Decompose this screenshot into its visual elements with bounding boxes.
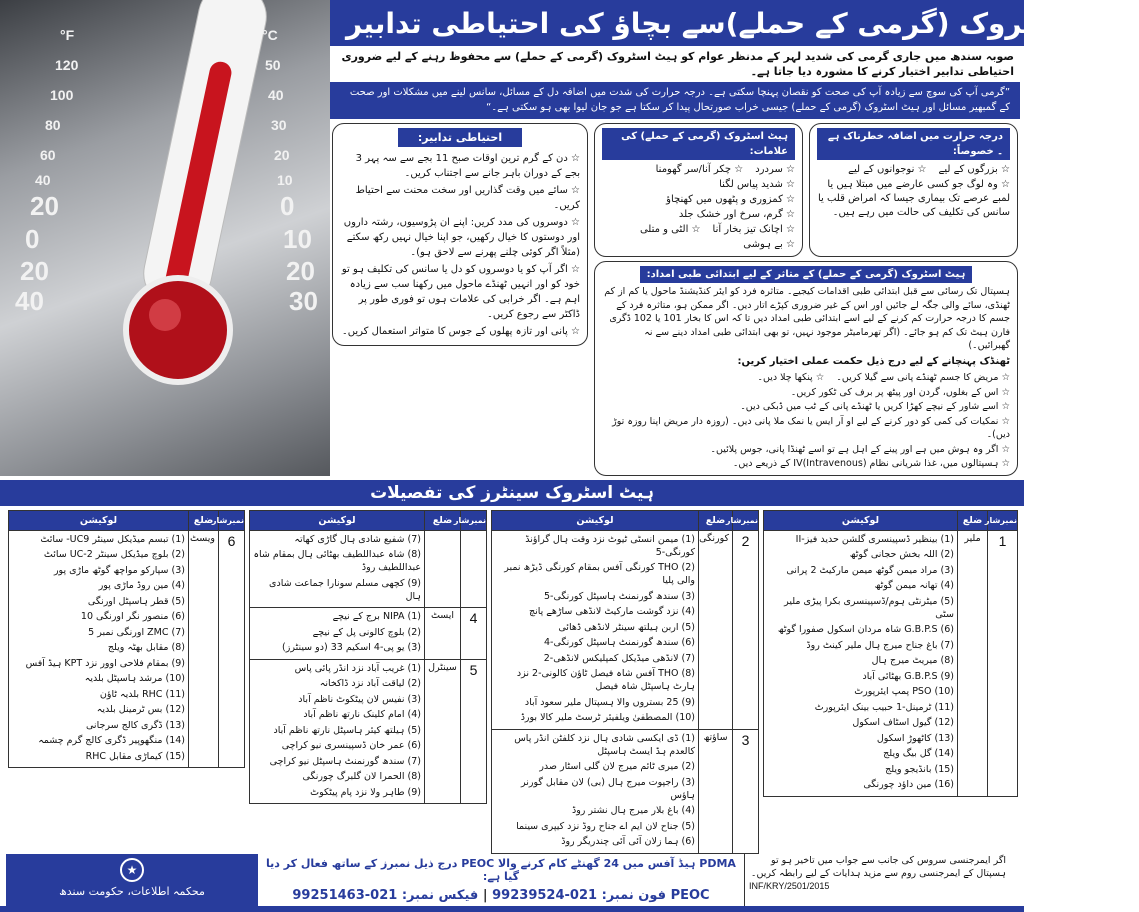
cooling-item: ☆ پنکھا چلا دیں۔ (757, 372, 825, 383)
fax-label: فیکس نمبر: (401, 887, 479, 903)
header-location: لوکیشن (9, 510, 189, 530)
risk-item: ☆ وہ لوگ جو کسی عارضے میں مبتلا ہیں یا لمبے عرصے تک بیماری جیسا کہ امراض قلب یا سانس کی تکلیف کی حالت میں رہے ہیں۔ (817, 179, 1010, 218)
location-item: (7) لانڈھی میڈیکل کمپلیکس لانڈھی-2 (543, 652, 695, 664)
symptom-item: ☆ شدید پیاس لگنا (719, 179, 795, 190)
serial-cell: 6 (219, 530, 245, 768)
phone-label: PEOC فون نمبر: (601, 887, 710, 903)
location-cell (250, 659, 425, 804)
location-item: (11) ٹرمینل-1 حبیب بینک ایئرپورٹ (814, 701, 954, 713)
centers-table (763, 510, 1018, 797)
celsius-tick: 0 (280, 191, 295, 221)
location-item: (13) کاٹھوڑ اسکول (876, 732, 954, 744)
logo-caption: محکمہ اطلاعات، حکومت سندھ (59, 884, 205, 898)
location-item: (8) شاہ عبداللطیف بھٹائی ہال بمقام شاہ عبداللطیف روڈ (253, 549, 421, 573)
location-item: (3) مراد میمن گوٹھ میمن مارکیٹ 2 پرانی (786, 564, 954, 576)
location-item: (2) لیاقت آباد نزد ڈاکخانہ (319, 678, 421, 689)
district-cell: ملیر (958, 530, 988, 796)
emblem-icon: ★ (120, 858, 144, 882)
location-cell (9, 530, 189, 768)
cooling-item: ☆ اگر وہ ہوش میں ہے اور پینے کے اہل ہے تو اسے ٹھنڈا پانی، جوس پلائیں۔ (710, 443, 1010, 455)
location-item: (2) میری ٹائم میرج لان گلی اسٹار صدر (539, 761, 695, 772)
location-item: (4) مین روڈ ماڑی پور (98, 580, 185, 591)
quote-banner: ”گرمی آپ کی سوچ سے زیادہ آپ کی صحت کو نقصان پہنچا سکتی ہے۔ درجہ حرارت کی شدت میں اضافہ دل کے مسائل، سانس لینے میں مشکلات اور صحت کے گمبھیر مسائل اور ہیٹ اسٹروک (گرمی کے حملے) جیسی خراب صورتحال پیدا کر سکتا ہے جو جان لیوا بھی ہو سکتی ہے۔“ (330, 82, 1020, 119)
symptom-item: ☆ چکر آنا/سر گھومنا (655, 164, 744, 175)
centers-table (491, 510, 759, 854)
header-district: ضلع (699, 510, 733, 530)
location-item: (6) منصور نگر اورنگی 10 (80, 611, 185, 622)
location-item: (1) تبسم میڈیکل سینٹر UC9- سائٹ (40, 533, 185, 545)
header-district: ضلع (425, 510, 461, 530)
district-cell: کورنگی (699, 530, 733, 729)
symptom-item: ☆ سردرد (755, 164, 795, 175)
location-item: (1) ڈی ایکسی شادی ہال نزد کلفٹن انڈر پاس کالعدم ہڈ ایسٹ ہاسپٹل (514, 732, 695, 757)
location-cell (764, 530, 958, 796)
centers-table (8, 510, 245, 769)
location-item: (4) باغ بلار میرج ہال نشتر روڈ (571, 805, 695, 816)
precaution-item: ☆ دن کے گرم ترین اوقات صبح 11 بجے سے سہ پہر 3 بجے کے دوران باہر جانے سے اجتناب کریں۔ (355, 153, 580, 179)
location-cell (492, 729, 699, 853)
footer (0, 854, 1024, 906)
celsius-tick: 10 (277, 172, 293, 188)
location-item: (9) G.B.P.S بھٹائی آباد (862, 670, 954, 682)
symptom-item: ☆ کمزوری و پٹھوں میں کھنچاؤ (666, 194, 795, 205)
cooling-item: ☆ اس کے بغلوں، گردن اور پیٹھ پر برف کی ٹکور کریں۔ (790, 386, 1010, 398)
serial-cell: 1 (988, 530, 1018, 796)
cooling-item: ☆ مریض کا جسم ٹھنڈے پانی سے گیلا کریں۔ (836, 372, 1010, 383)
location-item: (4) تھانہ میمن گوٹھ (874, 580, 954, 591)
fahrenheit-tick: °F (60, 27, 75, 43)
precaution-item: ☆ اگر آپ کو یا دوسروں کو دل یا سانس کی تکلیف ہو تو خود کو اور انہیں ٹھنڈے ماحول میں رکھنا سب سے زیادہ اہم ہے۔ اگر خرابی کی علامات ہوں تو فوری طور پر ڈاکٹر سے رجوع کریں۔ (341, 264, 580, 320)
location-item: (5) ہیلتھ کیئر ہاسپٹل نارتھ ناظم آباد (273, 724, 421, 736)
ad-code: INF/KRY/2501/2015 (749, 880, 830, 891)
risk-item: ☆ بزرگوں کے لیے (938, 164, 1010, 175)
phone-number: 021-99239524 (492, 887, 598, 903)
celsius-tick: 50 (265, 57, 281, 73)
peoc-line: PDMA ہیڈ آفس میں 24 گھنٹے کام کرنے والا PEOC درج ذیل نمبرز کے ساتھ فعال کر دیا گیا ہے: (266, 856, 736, 883)
fahrenheit-tick: 100 (50, 87, 74, 103)
location-item: (2) THO کورنگی آفس بمقام کورنگی ڈیڑھ نمبر والی پلیا (504, 562, 695, 586)
peoc-contact: PDMA ہیڈ آفس میں 24 گھنٹے کام کرنے والا PEOC درج ذیل نمبرز کے ساتھ فعال کر دیا گیا ہے: PEOC فون نمبر: 021-99239524 | فیکس نمبر: 021-99251463 (266, 856, 736, 903)
header-serial: نمبرشار (733, 510, 759, 530)
serial-cell: 3 (733, 729, 759, 853)
celsius-tick: 20 (274, 147, 290, 163)
location-item: (11) RHC بلدیہ ٹاؤن (99, 688, 185, 700)
location-item: (10) المصطفیٰ ویلفیئر ٹرسٹ ملیر کالا بورڈ (520, 712, 695, 723)
location-item: (5) قطر ہاسپٹل اورنگی (87, 595, 185, 607)
location-item: (2) بلوچ کالونی پل کے نیچے (312, 626, 421, 638)
location-cell (250, 608, 425, 660)
serial-cell: 4 (461, 608, 487, 660)
location-item: (6) ہما زلان آئی آئی چندریگر روڈ (561, 836, 695, 847)
location-item: (2) بلوچ میڈیکل سینٹر UC-2 سائٹ (43, 549, 185, 560)
location-item: (14) گل بیگ ویلج (883, 748, 954, 759)
location-item: (3) سپارکو مواچھ گوٹھ ماڑی پور (53, 564, 185, 576)
fahrenheit-tick: 120 (55, 57, 79, 73)
table-row (250, 608, 487, 660)
location-item: (16) مین داؤد چورنگی (863, 779, 954, 790)
location-item: (3) یو پی-4 اسکیم 33 (دو سینٹرز) (282, 642, 421, 653)
table-header-row (9, 510, 245, 530)
location-item: (6) G.B.P.S شاہ مردان اسکول صفورا گوٹھ (777, 624, 954, 635)
celsius-tick: 30 (271, 117, 287, 133)
centers-table (249, 510, 487, 805)
serial-cell (461, 530, 487, 608)
location-item: (10) PSO پمپ ایئرپورٹ (854, 686, 954, 697)
location-item: (9) طاہر ولا نزد پام پیٹکوٹ (310, 786, 421, 798)
header-location: لوکیشن (764, 510, 958, 530)
symptom-item: ☆ الٹی و متلی (639, 224, 701, 235)
location-item: (9) بمقام فلاحی اوور نزد KPT ہیڈ آفس (25, 657, 185, 669)
centers-heading: ہیٹ اسٹروک سینٹرز کی تفصیلات (0, 480, 1024, 506)
location-item: (15) بانڈیجو ویلج (885, 763, 954, 775)
table-row (250, 530, 487, 608)
table-header-row (764, 510, 1018, 530)
fahrenheit-tick: 20 (20, 256, 49, 286)
location-item: (1) میمن انسٹی ٹیوٹ نزد وقت ہال گراؤنڈ کورنگی-5 (525, 533, 695, 558)
location-item: (1) غریب آباد نزد انڈر پائی پاس (294, 662, 421, 674)
location-item: (5) جناح لان ایم اے جناح روڈ نزد کیپری سینما (516, 820, 695, 832)
location-item: (5) اربن ہیلتھ سینٹر لانڈھی ڈھائی (558, 621, 695, 633)
location-item: (12) گیول اسٹاف اسکول (852, 717, 954, 728)
header-serial: نمبرشار (461, 510, 487, 530)
cooling-item: ☆ نمکیات کی کمی کو دور کرنے کے لیے او آر ایس یا نمک ملا پانی دیں۔ (روزہ دار مریض اپنا روزہ توڑ دیں)۔ (612, 415, 1010, 440)
cooling-item: ☆ ہسپتالوں میں، غذا شریانی نظام IV(Intravenous) کے ذریعے دیں۔ (732, 458, 1010, 469)
location-item: (15) کیماڑی مقابل RHC (85, 750, 185, 762)
district-cell (425, 530, 461, 608)
location-item: (7) سندھ گورنمنٹ ہاسپٹل نیو کراچی (269, 755, 421, 767)
precautions-heading: احتیاطی تدابیر: (398, 128, 522, 147)
table-row (9, 530, 245, 768)
fahrenheit-tick: 40 (15, 286, 44, 316)
centers-tables (0, 506, 1024, 854)
table-row (492, 729, 759, 853)
location-item: (3) راجپوت میرج ہال (بی) لان مقابل گورنر ہاؤس (520, 776, 695, 801)
header-location: لوکیشن (492, 510, 699, 530)
symptoms-heading: ہیٹ اسٹروک (گرمی کے حملے) کی علامات: (602, 128, 795, 160)
precautions-box (332, 123, 588, 346)
table-header-row (250, 510, 487, 530)
thermometer-icon (0, 0, 330, 402)
intro-text: صوبہ سندھ میں جاری گرمی کی شدید لہر کے مدنظر عوام کو ہیٹ اسٹروک (گرمی کے حملے) سے محفوظ رہنے کے لیے ضروری احتیاطی تدابیر اختیار کرنے کا مشورہ دیا جاتا ہے۔ (341, 50, 1014, 78)
fahrenheit-tick: 80 (45, 117, 61, 133)
page-title: ہیٹ اسٹروک (گرمی کے حملے)سے بچاؤ کی احتیاطی تدابیر (330, 0, 1024, 46)
risk-groups-box (809, 123, 1018, 257)
fax-number: 021-99251463 (292, 887, 398, 903)
celsius-tick: 10 (283, 224, 312, 254)
district-cell: ایسٹ (425, 608, 461, 660)
location-item: (4) امام کلینک نارتھ ناظم آباد (303, 709, 421, 720)
location-item: (10) مرشد ہاسپٹل بلدیہ (84, 673, 185, 684)
location-item: (7) شفیع شادی ہال گاڑی کھاتہ (294, 533, 421, 545)
thermometer-illustration (0, 0, 330, 476)
location-item: (7) باغ جناح میرج ہال ملیر کینٹ روڈ (806, 639, 954, 651)
location-item: (7) ZMC اورنگی نمبر 5 (88, 626, 185, 638)
fahrenheit-tick: 0 (25, 224, 40, 254)
location-item: (13) ڈگری کالج سرجانی (86, 719, 185, 731)
serial-cell: 5 (461, 659, 487, 804)
location-item: (9) 25 بستروں والا ہسپتال ملیر سعود آباد (524, 696, 695, 708)
location-item: (2) اللہ بخش حجانی گوٹھ (849, 549, 954, 560)
precaution-item: ☆ دوسروں کی مدد کریں: اپنے ان پڑوسیوں، رشتہ داروں اور دوستوں کا خیال رکھیں، جو اپنا خیال نہیں رکھ سکتے (مثلاً اگر کوئی چلنے پھرنے سے لاحق ہو)۔ (343, 217, 580, 258)
location-item: (3) سندھ گورنمنٹ ہاسپٹل کورنگی-5 (544, 590, 695, 602)
header-district: ضلع (189, 510, 219, 530)
location-item: (14) منگھوپیر ڈگری کالج گرم چشمہ (38, 735, 185, 746)
location-item: (5) میٹرنٹی ہوم/ڈسپینسری بکرا پیڑی ملیر سٹی (784, 595, 954, 620)
emergency-note: اگر ایمرجنسی سروس کی جانب سے جواب میں تاخیر ہو تو ہسپتال کے ایمرجنسی روم سے مزید ہدایات کے لیے رابطہ کریں۔ (750, 854, 1006, 879)
location-item: (12) بس ٹرمینل بلدیہ (96, 704, 185, 715)
precaution-item: ☆ پانی اور تازہ پھلوں کے جوس کا متواتر استعمال کریں۔ (341, 326, 580, 337)
first-aid-heading: ہیٹ اسٹروک (گرمی کے حملے) کے متاثر کے لیے ابتدائی طبی امداد: (640, 266, 973, 283)
table-row (492, 530, 759, 729)
sindh-government-logo (6, 854, 258, 906)
fahrenheit-tick: 40 (35, 172, 51, 188)
district-cell: ویسٹ (189, 530, 219, 768)
fahrenheit-tick: 60 (40, 147, 56, 163)
risk-heading: درجہ حرارت میں اضافہ خطرناک ہے ۔ خصوصاً: (817, 128, 1010, 160)
location-item: (8) مقابل بھٹہ ویلج (107, 642, 185, 653)
serial-cell: 2 (733, 530, 759, 729)
celsius-tick: 30 (289, 286, 318, 316)
header-serial: نمبرشار (988, 510, 1018, 530)
first-aid-paragraph: ہسپتال تک رسائی سے قبل ابتدائی طبی اقدامات کیجیے۔ متاثرہ فرد کو ایئر کنڈیشنڈ ماحول یا کم از کم ٹھنڈی، سائے والی جگہ لے جائیں اور اس کے غیر ضروری کپڑے اتار دیں۔ اگر ممکن ہو، متاثرہ فرد کے جسم کا درجہ حرارت کم کرنے کے لیے اسے ابتدائی طبی امداد دیں تا کہ اس کا بخار 101 یا 102 ڈگری فارن ہیٹ تک کم ہو جائے۔ (اگر تھرمامیٹر موجود نہیں، تو بھی ابتدائی طبی امداد دینے سے نہ گھبرائیں۔) (604, 286, 1010, 351)
symptom-item: ☆ بے ہوشی (743, 239, 795, 250)
location-item: (9) کچھی مسلم سونارا جماعت شادی ہال (269, 577, 421, 602)
header-serial: نمبرشار (219, 510, 245, 530)
fahrenheit-tick: 20 (30, 191, 59, 221)
celsius-tick: 40 (268, 87, 284, 103)
location-item: (4) نزد گوشت مارکیٹ لانڈھی ساڑھے پانچ (528, 606, 695, 617)
location-item: (1) NIPA برج کے نیچے (332, 611, 421, 622)
district-cell: ساؤتھ (699, 729, 733, 853)
location-cell (250, 530, 425, 608)
location-item: (8) میریٹ میرج ہال (871, 655, 954, 666)
table-header-row (492, 510, 759, 530)
location-item: (8) الحمرا لان گلبرگ چورنگی (302, 771, 421, 782)
cooling-heading: ٹھنڈک پہنچانے کے لیے درج ذیل حکمت عملی اختیار کریں: (737, 355, 1010, 367)
first-aid-box (594, 261, 1018, 476)
footer-band (0, 906, 1024, 912)
location-item: (8) THO آفس شاہ فیصل ٹاؤن کالونی-2 نزد ہارٹ ہاسپٹل شاہ فیصل (516, 668, 695, 692)
symptom-item: ☆ گرم، سرخ اور خشک جلد (678, 209, 795, 220)
location-item: (6) سندھ گورنمنٹ ہاسپٹل کورنگی-4 (544, 637, 695, 648)
location-item: (6) عمر خان ڈسپینسری نیو کراچی (281, 740, 421, 751)
table-row (250, 659, 487, 804)
location-item: (1) بینظیر ڈسپینسری گلشن حدید فیز-II (795, 533, 954, 545)
district-cell: سینٹرل (425, 659, 461, 804)
symptoms-box (594, 123, 803, 257)
celsius-tick: 20 (286, 256, 315, 286)
cooling-item: ☆ اسے شاور کے نیچے کھڑا کریں یا ٹھنڈے پانی کے ٹب میں ڈبکی دیں۔ (740, 401, 1010, 412)
celsius-tick: °C (262, 27, 278, 43)
header-district: ضلع (958, 510, 988, 530)
precaution-item: ☆ سائے میں وقت گذاریں اور سخت محنت سے احتیاط کریں۔ (355, 185, 580, 211)
table-row (764, 530, 1018, 796)
header-location: لوکیشن (250, 510, 425, 530)
symptom-item: ☆ اچانک تیز بخار آنا (712, 224, 795, 235)
location-item: (3) نفیس لان پیٹکوٹ ناظم آباد (298, 693, 421, 705)
risk-item: ☆ نوجوانوں کے لیے (848, 164, 927, 175)
location-cell (492, 530, 699, 729)
